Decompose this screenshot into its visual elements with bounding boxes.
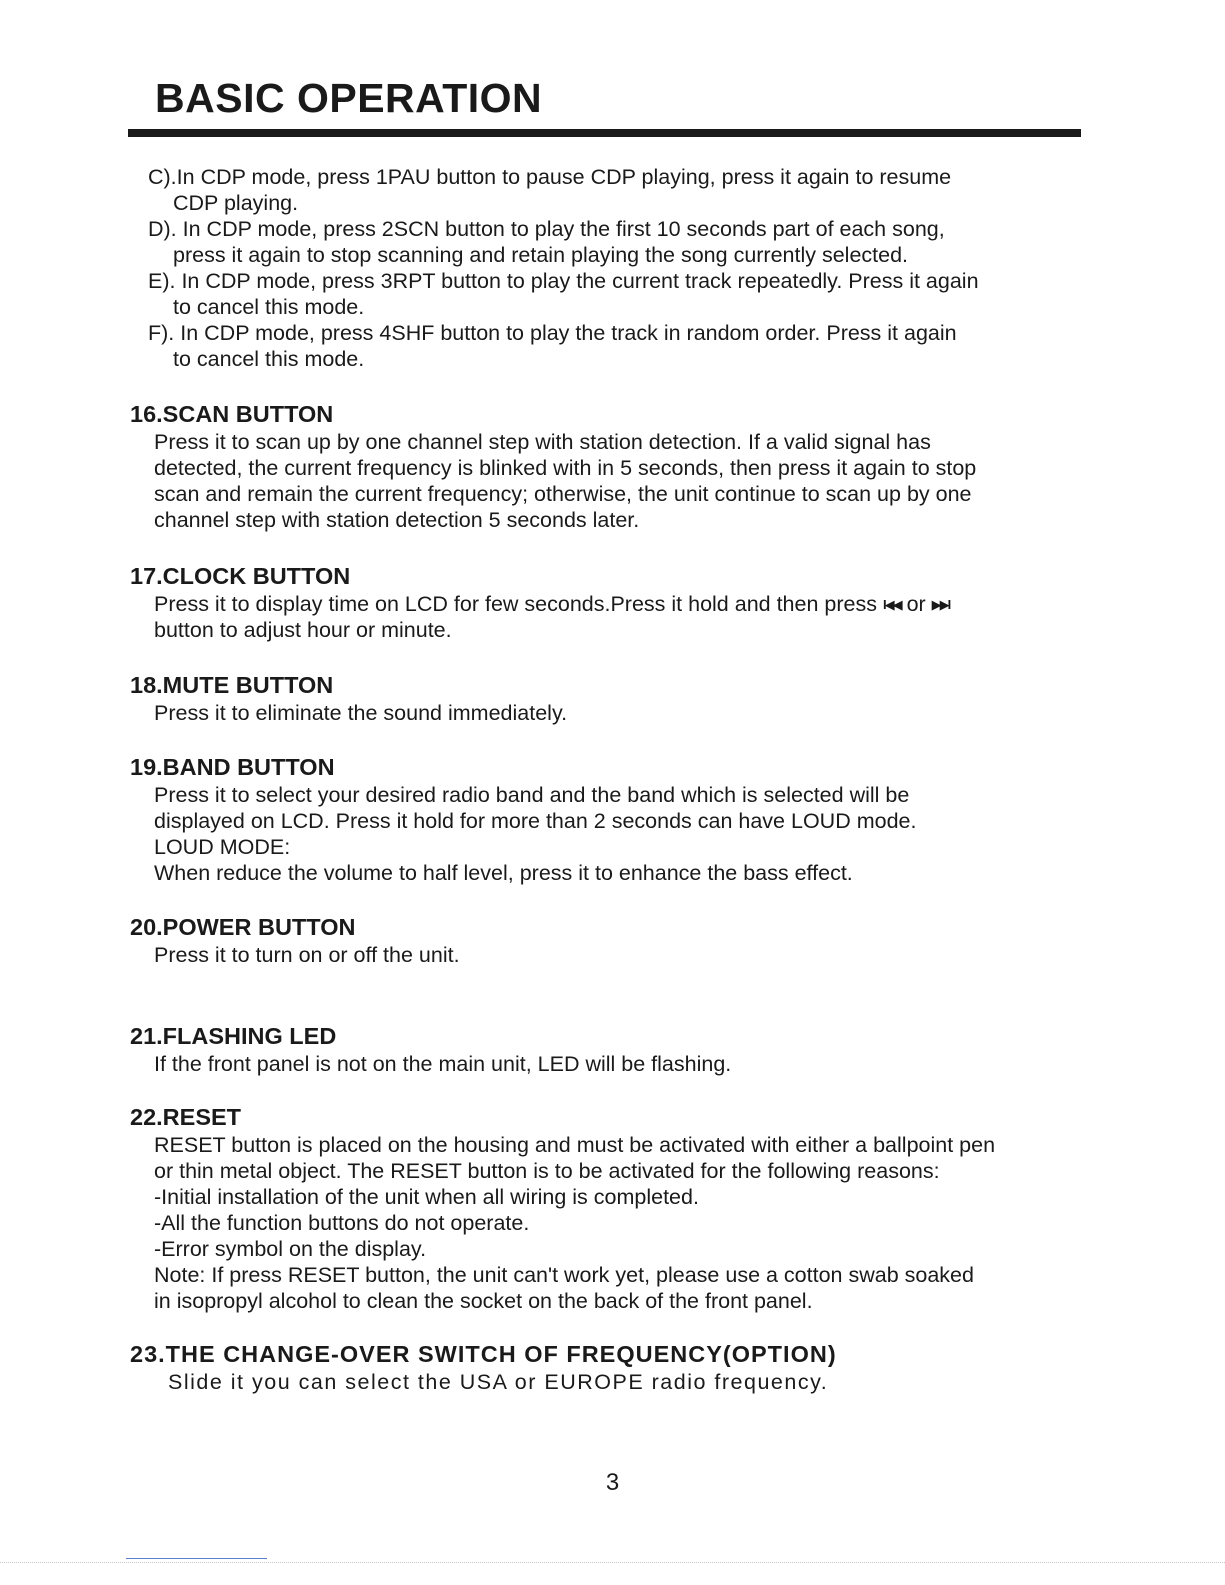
section-line: LOUD MODE: (154, 835, 291, 859)
cdp-item-f-line-1: F). In CDP mode, press 4SHF button to play the track in random order. Press it again (148, 321, 957, 345)
clock-line-text: Press it to display time on LCD for few seconds.Press it hold and then press (154, 592, 877, 616)
section-line: Press it to scan up by one channel step with station detection. If a valid signal has (154, 430, 931, 454)
section-clock-button (130, 561, 949, 643)
section-line: -All the function buttons do not operate. (154, 1211, 530, 1235)
clock-or-text: or (906, 592, 926, 616)
section-line: Press it to select your desired radio band and the band which is selected will be (154, 783, 910, 807)
section-line: When reduce the volume to half level, press it to enhance the bass effect. (154, 861, 853, 885)
cdp-mode-list (148, 164, 979, 372)
next-track-icon: ▶▶I (931, 597, 950, 612)
section-line: channel step with station detection 5 seconds later. (154, 508, 640, 532)
section-line: Press it to turn on or off the unit. (154, 943, 460, 967)
page-title: BASIC OPERATION (155, 75, 543, 121)
section-heading: 20.POWER BUTTON (130, 914, 356, 940)
section-line: -Initial installation of the unit when all wiring is completed. (154, 1185, 699, 1209)
cdp-item-e-line-1: E). In CDP mode, press 3RPT button to play the current track repeatedly. Press it again (148, 269, 979, 293)
section-heading: 22.RESET (130, 1104, 242, 1130)
section-line: Press it to eliminate the sound immediately. (154, 701, 568, 725)
footer-divider (0, 1562, 1225, 1563)
section-scan-button (130, 399, 976, 533)
section-heading: 19.BAND BUTTON (130, 754, 335, 780)
cdp-item-c-line-2: CDP playing. (173, 191, 299, 215)
section-heading: 17.CLOCK BUTTON (130, 563, 351, 589)
section-reset (130, 1102, 995, 1314)
section-line: scan and remain the current frequency; otherwise, the unit continue to scan up by one (154, 482, 972, 506)
section-line: displayed on LCD. Press it hold for more than 2 seconds can have LOUD mode. (154, 809, 917, 833)
cdp-item-f-line-2: to cancel this mode. (173, 347, 365, 371)
section-heading: 21.FLASHING LED (130, 1023, 337, 1049)
section-line: detected, the current frequency is blinked with in 5 seconds, then press it again to stop (154, 456, 977, 480)
title-underline (128, 129, 1081, 137)
section-frequency-switch (130, 1339, 837, 1395)
section-power-button (130, 912, 460, 968)
footer-link-underline (126, 1558, 267, 1559)
page-number: 3 (605, 1469, 620, 1496)
section-line (154, 591, 949, 617)
section-line: button to adjust hour or minute. (154, 618, 452, 642)
section-line: Slide it you can select the USA or EUROPE radio frequency. (168, 1370, 829, 1394)
section-flashing-led (130, 1021, 731, 1077)
cdp-item-d-line-2: press it again to stop scanning and retain playing the song currently selected. (173, 243, 909, 267)
section-line: RESET button is placed on the housing and must be activated with either a ballpoint pen (154, 1133, 996, 1157)
cdp-item-d-line-1: D). In CDP mode, press 2SCN button to play the first 10 seconds part of each song, (148, 217, 945, 241)
section-band-button (130, 752, 916, 886)
cdp-item-c-line-1: C).In CDP mode, press 1PAU button to pause CDP playing, press it again to resume (148, 165, 952, 189)
section-line: or thin metal object. The RESET button is to be activated for the following reasons: (154, 1159, 940, 1183)
section-line: If the front panel is not on the main unit, LED will be flashing. (154, 1052, 732, 1076)
section-line: -Error symbol on the display. (154, 1237, 427, 1261)
section-heading: 23.THE CHANGE-OVER SWITCH OF FREQUENCY(OPTION) (130, 1341, 837, 1367)
section-heading: 18.MUTE BUTTON (130, 672, 334, 698)
section-mute-button (130, 670, 567, 726)
section-heading: 16.SCAN BUTTON (130, 401, 334, 427)
cdp-item-e-line-2: to cancel this mode. (173, 295, 365, 319)
previous-track-icon: I◀◀ (882, 597, 901, 612)
section-line: in isopropyl alcohol to clean the socket on the back of the front panel. (154, 1289, 813, 1313)
section-line: Note: If press RESET button, the unit can't work yet, please use a cotton swab soaked (154, 1263, 974, 1287)
